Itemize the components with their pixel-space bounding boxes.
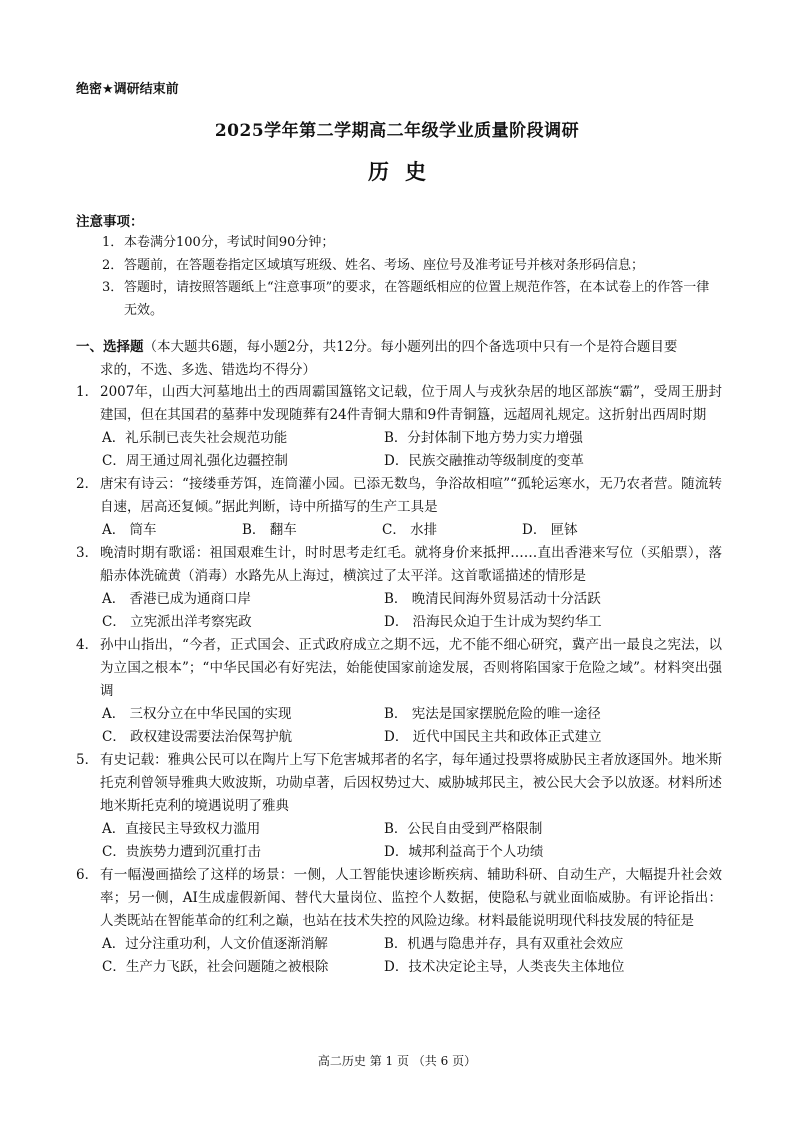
option-c: C． 立宪派出洋考察宪政 [102, 614, 252, 630]
notice-list [102, 232, 722, 322]
section-header [76, 336, 720, 381]
option-a: A．礼乐制已丧失社会规范功能 [102, 430, 288, 446]
option-b: B． 宪法是国家摆脱危险的唯一途径 [384, 706, 601, 722]
question-list [76, 381, 722, 979]
question-2 [76, 473, 722, 542]
option-a: A． 筒车 [102, 522, 157, 538]
question-stem: 有史记载：雅典公民可以在陶片上写下危害城邦者的名字，每年通过投票将威胁民主者放逐国外。地米斯托克利曾领导雅典大败波斯，功勋卓著，后因权势过大、威胁城邦民主，被公民大会予以放逐。材料所述地米斯托克利的境遇说明了雅典 [100, 752, 722, 814]
notice-text: 答题前，在答题卷指定区域填写班级、姓名、考场、座位号及准考证号并核对条形码信息； [124, 257, 645, 273]
options [76, 427, 722, 473]
question-stem: 有一幅漫画描绘了这样的场景：一侧，人工智能快速诊断疾病、辅助科研、自动生产，大幅提升社会效率；另一侧，AI生成虚假新闻、替代大量岗位、监控个人数据，使隐私与就业面临威胁。有评论指出：人类既站在智能革命的红利之巅，也站在技术失控的风险边缘。材料最能说明现代科技发展的特征是 [100, 867, 722, 929]
question-number: 5． [76, 752, 99, 768]
exam-title: 2025学年第二学期高二年级学业质量阶段调研 [214, 121, 580, 141]
options [76, 703, 722, 749]
options [76, 588, 722, 634]
option-d: D．技术决定论主导，人类丧失主体地位 [384, 959, 625, 975]
option-d: D． 匣钵 [522, 522, 578, 538]
option-d: D．民族交融推动等级制度的变革 [384, 453, 584, 469]
notice-number: 2． [102, 257, 124, 273]
notice-text: 本卷满分100分，考试时间90分钟； [124, 235, 335, 250]
question-stem: 唐宋有诗云：“接缕垂芳饵，连筒灌小园。已添无数鸟，争浴故相喧”“孤轮运寒水，无乃农者营。随流转自速，居高还复倾。”据此判断，诗中所描写的生产工具是 [100, 476, 722, 515]
question-1 [76, 381, 722, 473]
options [76, 519, 722, 542]
option-d: D． 沿海民众迫于生计成为契约华工 [384, 614, 602, 630]
question-3 [76, 542, 722, 634]
question-number: 2． [76, 476, 99, 492]
notice-number: 3． [102, 280, 124, 295]
option-c: C．周王通过周礼强化边疆控制 [102, 453, 288, 469]
option-b: B． 晚清民间海外贸易活动十分活跃 [384, 591, 601, 607]
section-description: （本大题共6题，每小题2分，共12分。每小题列出的四个备选项中只有一个是符合题目要 [143, 339, 678, 355]
notice-item [102, 232, 722, 255]
question-6 [76, 864, 722, 979]
option-c: C． 水排 [382, 522, 438, 538]
question-5 [76, 749, 722, 864]
notice-number: 1． [102, 235, 124, 250]
page-footer: 高二历史 第 1 页 （共 6 页） [317, 1054, 477, 1068]
question-stem: 晚清时期有歌谣：祖国艰难生计，时时思考走红毛。就将身价来抵押……直出香港来写位（买船票），落船赤体洗硫黄（消毒）水路先从上海过，横滨过了太平洋。这首歌谣描述的情形是 [100, 545, 722, 584]
section-description-cont: 求的，不选、多选、错选均不得分） [100, 361, 316, 378]
option-a: A．直接民主导致权力滥用 [102, 821, 261, 837]
option-b: B．分封体制下地方势力实力增强 [384, 430, 583, 446]
section-heading: 一、选择题 [76, 339, 144, 355]
option-d: D．城邦利益高于个人功绩 [384, 844, 544, 860]
question-number: 3． [76, 545, 99, 561]
option-b: B．机遇与隐患并存，具有双重社会效应 [384, 936, 624, 952]
option-c: C．生产力飞跃，社会问题随之被根除 [102, 959, 329, 975]
question-number: 6． [76, 867, 99, 883]
option-a: A． 三权分立在中华民国的实现 [102, 706, 292, 722]
option-d: D． 近代中国民主共和政体正式建立 [384, 729, 602, 745]
option-c: C．贵族势力遭到沉重打击 [102, 844, 261, 860]
confidential-label: 绝密★调研结束前 [76, 82, 179, 97]
question-stem: 孙中山指出，“今者，正式国会、正式政府成立之期不远，尤不能不细心研究，冀产出一最良之宪法，以为立国之根本”；“中华民国必有好宪法，始能使国家前途发展，否则将陷国家于危险之域”。材料突出强调 [100, 637, 722, 699]
option-a: A． 香港已成为通商口岸 [102, 591, 252, 607]
notice-item [102, 255, 722, 278]
notice-heading: 注意事项： [76, 214, 144, 230]
question-number: 4． [76, 637, 99, 653]
notice-item [102, 277, 722, 322]
question-number: 1． [76, 384, 99, 400]
option-b: B．公民自由受到严格限制 [384, 821, 543, 837]
question-stem: 2007年，山西大河墓地出土的西周霸国簋铭文记载，位于周人与戎狄杂居的地区部族“霸”，受周王册封建国，但在其国君的墓葬中发现随葬有24件青铜大鼎和9件青铜簋，远超周礼规定。这折射出西周时期 [100, 384, 722, 423]
option-b: B． 翻车 [242, 522, 297, 538]
notice-text: 答题时，请按照答题纸上“注意事项”的要求，在答题纸相应的位置上规范作答，在本试卷上的作答一律无效。 [124, 280, 710, 318]
options [76, 818, 722, 864]
option-a: A．过分注重功利，人文价值逐渐消解 [102, 936, 328, 952]
options [76, 933, 722, 979]
subject-title: 历史 [368, 159, 442, 184]
option-c: C． 政权建设需要法治保驾护航 [102, 729, 293, 745]
question-4 [76, 634, 722, 749]
